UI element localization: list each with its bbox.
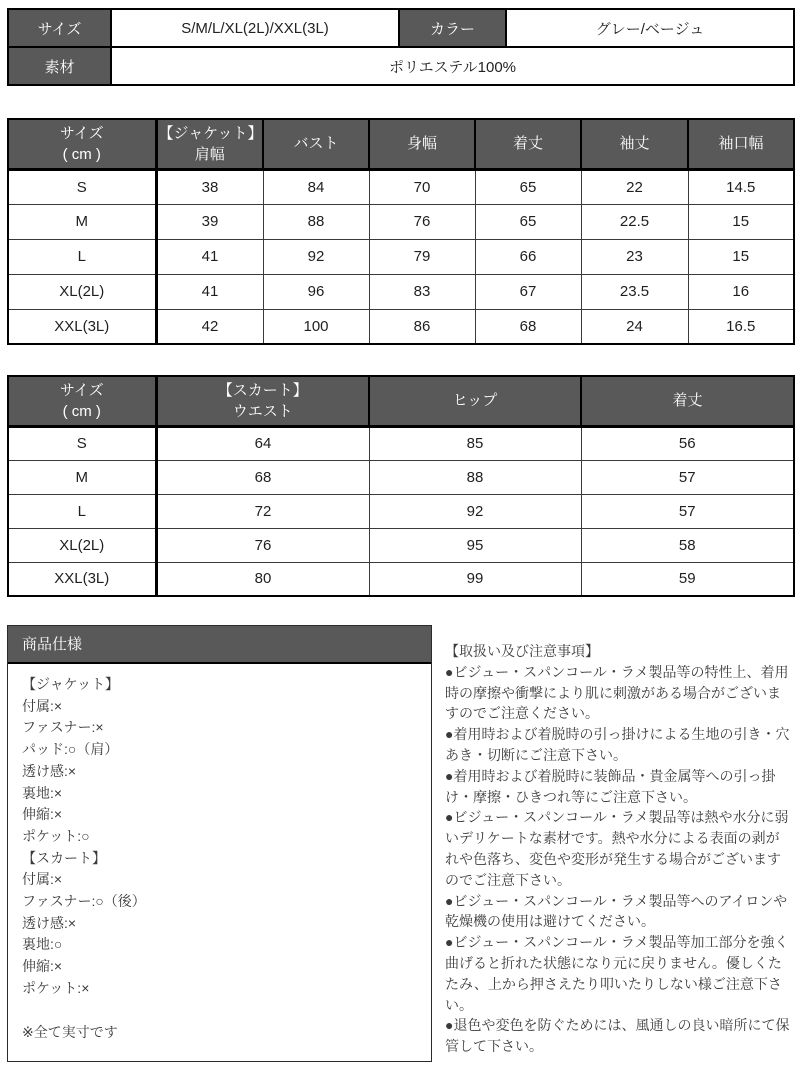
spec-line: ファスナー:×	[22, 719, 104, 736]
value-cell: 92	[263, 239, 369, 274]
size-cm-header: サイズ ( cm )	[8, 119, 156, 169]
cuff-width-header: 袖口幅	[688, 119, 794, 169]
spec-box-content	[8, 664, 431, 1061]
spec-line: 【スカート】	[22, 849, 106, 866]
size-cell: M	[8, 460, 156, 494]
spec-line: ファスナー:○（後）	[22, 893, 146, 910]
value-cell: 58	[581, 528, 794, 562]
value-cell: 22	[581, 169, 688, 204]
bottom-section	[7, 625, 793, 1062]
value-cell: 86	[369, 309, 475, 344]
value-cell: 88	[263, 204, 369, 239]
value-cell: 92	[369, 494, 581, 528]
table-header-row	[8, 376, 794, 426]
spec-line: ポケット:×	[22, 979, 90, 996]
value-cell: 38	[156, 169, 263, 204]
length-header: 着丈	[581, 376, 794, 426]
size-cell: XL(2L)	[8, 528, 156, 562]
spec-line: 裏地:○	[22, 936, 63, 953]
table-row	[8, 274, 794, 309]
table-row	[8, 239, 794, 274]
value-cell: 84	[263, 169, 369, 204]
value-cell: 15	[688, 239, 794, 274]
value-cell: 72	[156, 494, 369, 528]
value-cell: 16	[688, 274, 794, 309]
value-cell: 67	[475, 274, 581, 309]
table-row	[8, 204, 794, 239]
size-cell: S	[8, 426, 156, 460]
value-cell: 23	[581, 239, 688, 274]
table-row	[8, 460, 794, 494]
width-header: 身幅	[369, 119, 475, 169]
value-cell: 100	[263, 309, 369, 344]
size-cell: XL(2L)	[8, 274, 156, 309]
value-cell: 23.5	[581, 274, 688, 309]
value-cell: 95	[369, 528, 581, 562]
handling-note-item: ●ビジュー・スパンコール・ラメ製品等へのアイロンや乾燥機の使用は避けてください。	[445, 892, 788, 930]
spec-line: 伸縮:×	[22, 958, 63, 975]
spec-line: 透け感:×	[22, 914, 77, 931]
value-cell: 56	[581, 426, 794, 460]
spec-line: 【ジャケット】	[22, 676, 120, 692]
spec-footnote: ※全て実寸です	[22, 1023, 118, 1040]
value-cell: 64	[156, 426, 369, 460]
size-cell: L	[8, 239, 156, 274]
jacket-shoulder-header: 【ジャケット】 肩幅	[156, 119, 263, 169]
spec-box-title: 商品仕様	[8, 626, 431, 664]
table-row	[8, 426, 794, 460]
spec-line: ポケット:○	[22, 827, 90, 844]
color-value-cell: グレー/ベージュ	[506, 9, 794, 47]
size-cell: S	[8, 169, 156, 204]
value-cell: 14.5	[688, 169, 794, 204]
size-value-cell: S/M/L/XL(2L)/XXL(3L)	[111, 9, 399, 47]
value-cell: 22.5	[581, 204, 688, 239]
value-cell: 83	[369, 274, 475, 309]
table-row	[8, 309, 794, 344]
spec-line: 伸縮:×	[22, 806, 63, 823]
size-label-cell: サイズ	[8, 9, 111, 47]
value-cell: 85	[369, 426, 581, 460]
skirt-size-table	[7, 375, 795, 597]
handling-notes-title: 【取扱い及び注意事項】	[445, 643, 599, 659]
value-cell: 68	[475, 309, 581, 344]
table-row	[8, 562, 794, 596]
length-header: 着丈	[475, 119, 581, 169]
value-cell: 42	[156, 309, 263, 344]
value-cell: 57	[581, 460, 794, 494]
spec-line: 透け感:×	[22, 762, 77, 779]
value-cell: 99	[369, 562, 581, 596]
table-row	[8, 9, 794, 47]
sleeve-length-header: 袖丈	[581, 119, 688, 169]
handling-notes	[432, 625, 793, 1057]
table-header-row	[8, 119, 794, 169]
table-row	[8, 528, 794, 562]
value-cell: 24	[581, 309, 688, 344]
spec-line: 付属:×	[22, 871, 63, 888]
value-cell: 59	[581, 562, 794, 596]
material-label-cell: 素材	[8, 47, 111, 85]
handling-note-item: ●ビジュー・スパンコール・ラメ製品等は熱や水分に弱いデリケートな素材です。熱や水分による表面の剥がれや色落ち、変色や変形が発生する場合がございますのでご注意下さい。	[445, 809, 789, 888]
product-info-table	[7, 8, 795, 86]
value-cell: 76	[156, 528, 369, 562]
table-row	[8, 169, 794, 204]
handling-note-item: ●ビジュー・スパンコール・ラメ製品等の特性上、着用時の摩擦や衝撃により肌に刺激がある場合がございますのでご注意ください。	[445, 663, 789, 722]
value-cell: 96	[263, 274, 369, 309]
spec-line: 裏地:×	[22, 784, 63, 801]
size-cell: XXL(3L)	[8, 309, 156, 344]
value-cell: 15	[688, 204, 794, 239]
value-cell: 88	[369, 460, 581, 494]
bust-header: バスト	[263, 119, 369, 169]
handling-note-item: ●着用時および着脱時に装飾品・貴金属等への引っ掛け・摩擦・ひきつれ等にご注意下さい。	[445, 767, 776, 805]
spec-line: 付属:×	[22, 697, 63, 714]
value-cell: 68	[156, 460, 369, 494]
value-cell: 65	[475, 169, 581, 204]
value-cell: 66	[475, 239, 581, 274]
handling-note-item: ●着用時および着脱時の引っ掛けによる生地の引き・穴あき・切断にご注意下さい。	[445, 726, 790, 763]
value-cell: 41	[156, 274, 263, 309]
color-label-cell: カラー	[399, 9, 506, 47]
size-cm-header: サイズ ( cm )	[8, 376, 156, 426]
product-spec-box	[7, 625, 432, 1062]
table-row	[8, 494, 794, 528]
value-cell: 39	[156, 204, 263, 239]
jacket-size-table	[7, 118, 795, 345]
value-cell: 80	[156, 562, 369, 596]
hip-header: ヒップ	[369, 376, 581, 426]
size-cell: XXL(3L)	[8, 562, 156, 596]
skirt-waist-header: 【スカート】 ウエスト	[156, 376, 369, 426]
spec-line: パッド:○（肩）	[22, 741, 119, 758]
value-cell: 57	[581, 494, 794, 528]
value-cell: 65	[475, 204, 581, 239]
size-cell: M	[8, 204, 156, 239]
handling-note-item: ●ビジュー・スパンコール・ラメ製品等加工部分を強く曲げると折れた状態になり元に戻りません。優しくたたみ、上から押さえたり叩いたりしない様ご注意下さい。	[445, 934, 789, 1013]
value-cell: 79	[369, 239, 475, 274]
value-cell: 70	[369, 169, 475, 204]
table-row	[8, 47, 794, 85]
handling-note-item: ●退色や変色を防ぐためには、風通しの良い暗所にて保管して下さい。	[445, 1017, 790, 1055]
material-value-cell: ポリエステル100%	[111, 47, 794, 85]
value-cell: 16.5	[688, 309, 794, 344]
size-cell: L	[8, 494, 156, 528]
value-cell: 41	[156, 239, 263, 274]
value-cell: 76	[369, 204, 475, 239]
